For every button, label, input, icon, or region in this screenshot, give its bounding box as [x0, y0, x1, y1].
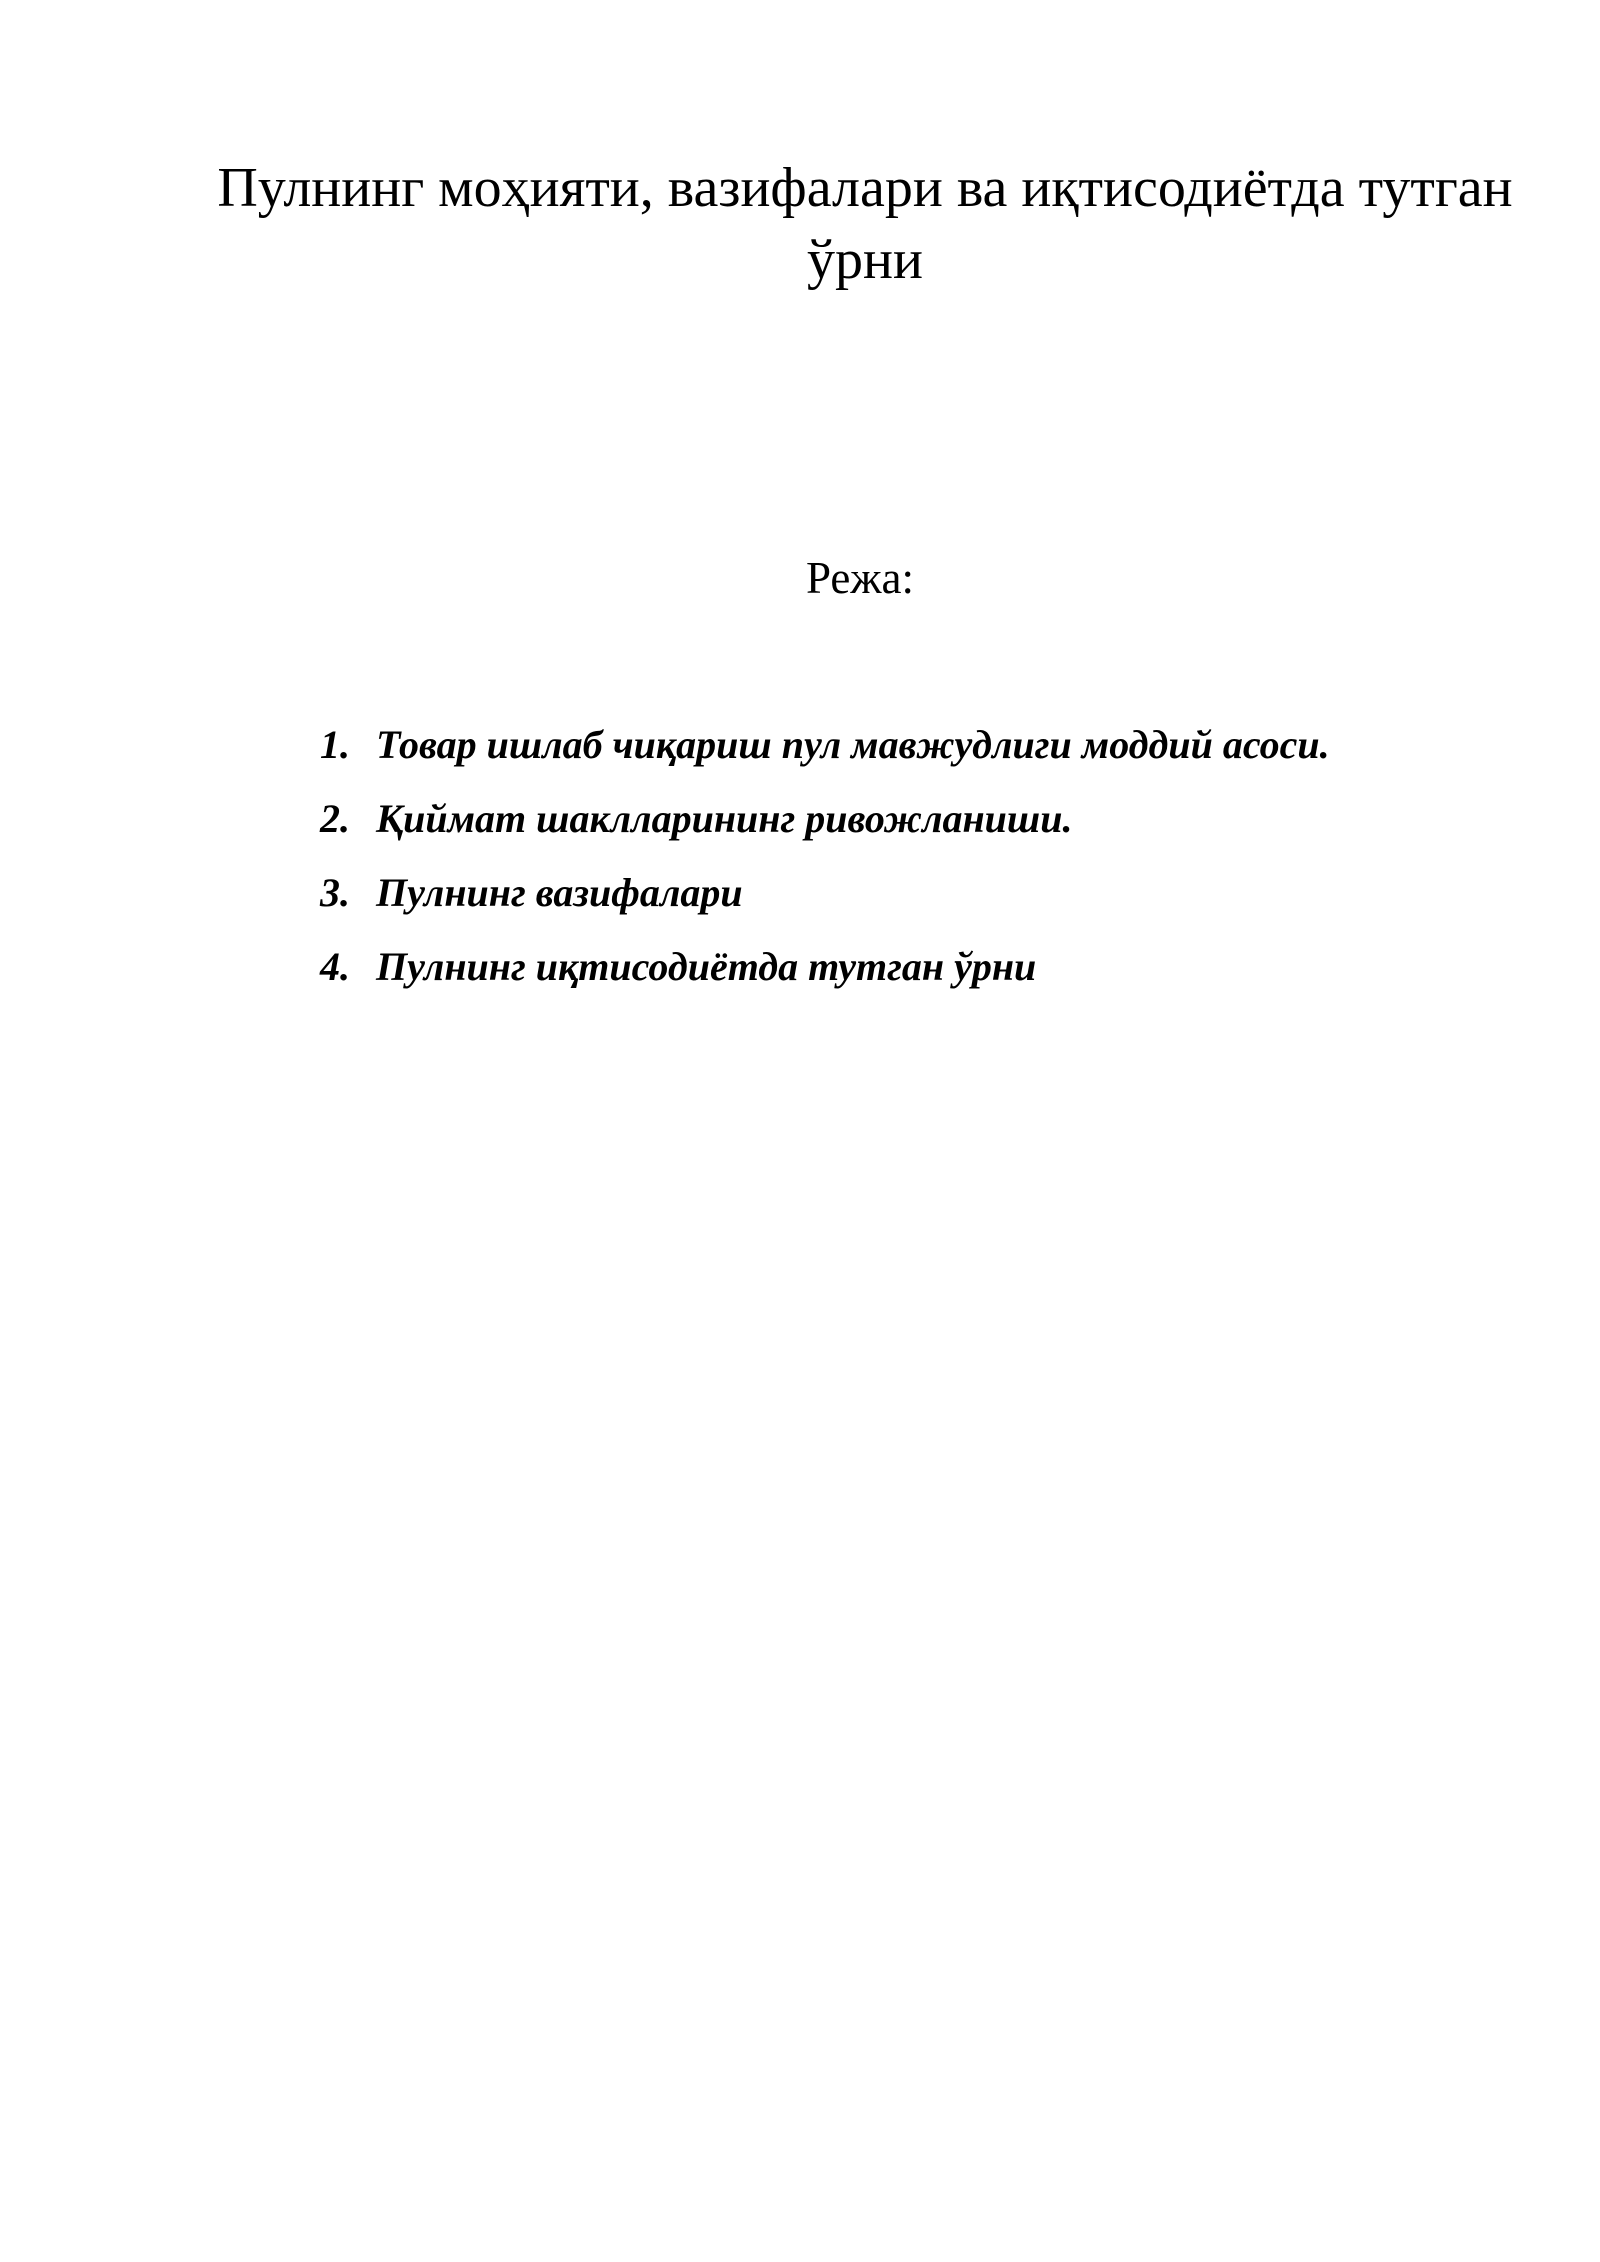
plan-heading: Режа: [806, 553, 914, 603]
plan-item-text: Товар ишлаб чиқариш пул мавжудлиги моддий асоси. [376, 722, 1330, 767]
plan-item-number: 1. [320, 722, 350, 767]
plan-list [320, 715, 1520, 1011]
document-title: Пулнинг моҳияти, вазифалари ва иқтисодиётда тутган ўрни [217, 157, 1513, 291]
plan-item-number: 3. [320, 870, 350, 915]
plan-item-text: Қиймат шаклларининг ривожланиши. [376, 796, 1073, 841]
plan-item-4 [320, 937, 1520, 1011]
plan-item-2 [320, 789, 1520, 863]
plan-item-3 [320, 863, 1520, 937]
plan-item-1 [320, 715, 1520, 789]
plan-item-number: 4. [320, 944, 350, 989]
plan-item-text: Пулнинг вазифалари [376, 870, 743, 915]
plan-item-number: 2. [320, 796, 350, 841]
plan-item-text: Пулнинг иқтисодиётда тутган ўрни [376, 944, 1037, 989]
